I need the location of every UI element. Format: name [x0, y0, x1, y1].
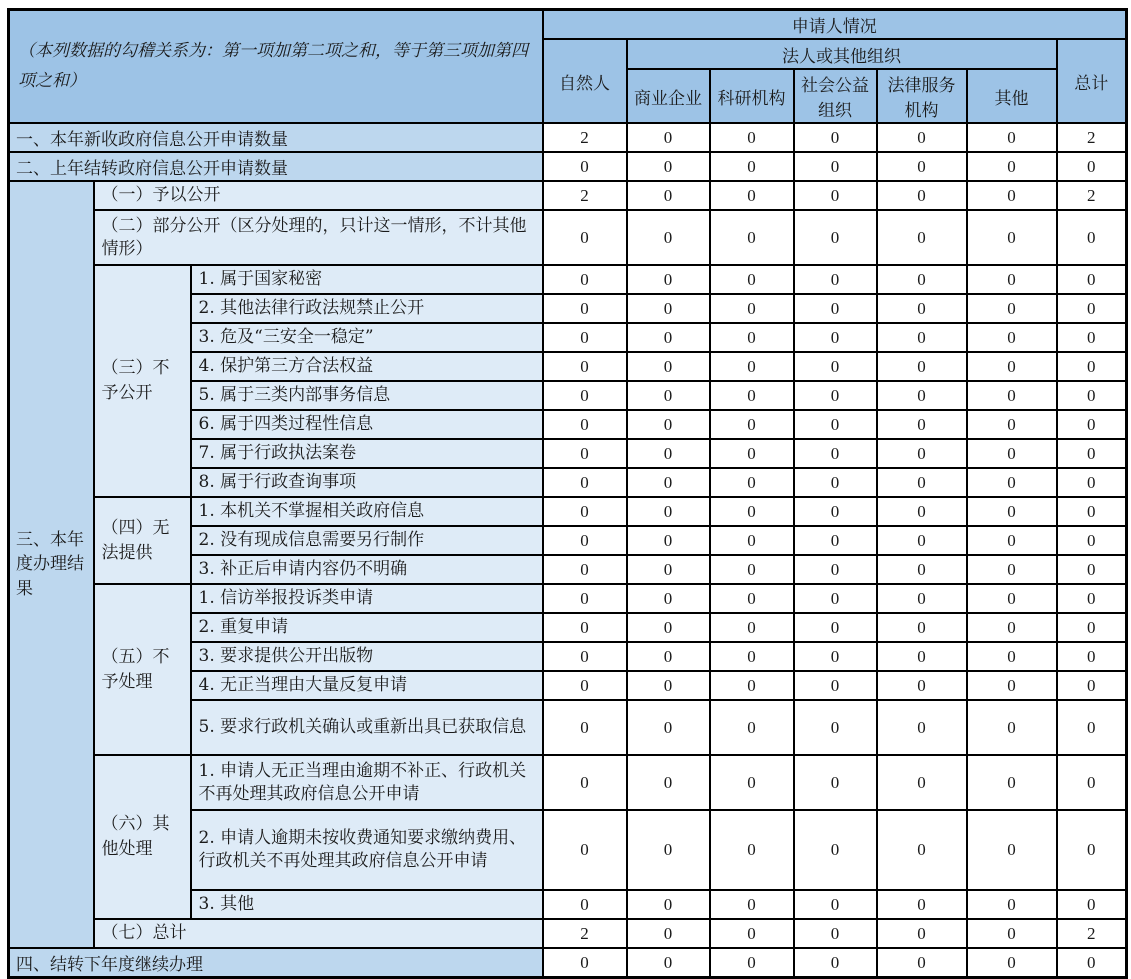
data-cell: 0 — [710, 352, 794, 381]
data-cell: 0 — [627, 294, 710, 323]
data-cell: 0 — [543, 810, 627, 890]
data-cell: 0 — [543, 410, 627, 439]
group-label: （五）不予处理 — [94, 584, 191, 755]
data-cell: 0 — [1057, 890, 1127, 919]
group-label: （四）无法提供 — [94, 497, 191, 584]
data-cell: 0 — [627, 919, 710, 948]
data-cell: 0 — [627, 948, 710, 978]
data-cell: 0 — [710, 439, 794, 468]
data-cell: 0 — [627, 123, 710, 152]
table-row — [9, 755, 1127, 810]
data-cell: 0 — [794, 555, 877, 584]
data-cell: 0 — [877, 439, 967, 468]
data-cell: 0 — [877, 352, 967, 381]
data-cell: 0 — [967, 755, 1057, 810]
data-cell: 0 — [1057, 352, 1127, 381]
table-row — [9, 919, 1127, 948]
data-cell: 2 — [1057, 181, 1127, 210]
data-cell: 0 — [627, 700, 710, 755]
data-cell: 0 — [710, 919, 794, 948]
header-commercial-enterprise: 商业企业 — [627, 69, 710, 123]
row-label: 3. 要求提供公开出版物 — [191, 642, 543, 671]
data-cell: 0 — [967, 123, 1057, 152]
table-row — [9, 948, 1127, 978]
data-cell: 0 — [543, 700, 627, 755]
data-cell: 0 — [967, 468, 1057, 497]
data-cell: 0 — [967, 948, 1057, 978]
data-cell: 2 — [543, 919, 627, 948]
data-cell: 0 — [1057, 613, 1127, 642]
row-label: 1. 本机关不掌握相关政府信息 — [191, 497, 543, 526]
data-cell: 0 — [710, 323, 794, 352]
data-cell: 0 — [710, 890, 794, 919]
data-cell: 0 — [710, 265, 794, 294]
table-row — [9, 181, 1127, 210]
data-cell: 0 — [877, 755, 967, 810]
data-cell: 0 — [543, 584, 627, 613]
data-cell: 0 — [710, 152, 794, 181]
data-cell: 0 — [967, 323, 1057, 352]
data-cell: 0 — [877, 948, 967, 978]
data-cell: 0 — [794, 700, 877, 755]
data-cell: 0 — [877, 555, 967, 584]
row-label: 2. 重复申请 — [191, 613, 543, 642]
row-label: 1. 申请人无正当理由逾期不补正、行政机关不再处理其政府信息公开申请 — [191, 755, 543, 810]
data-cell: 0 — [543, 468, 627, 497]
data-cell: 0 — [794, 919, 877, 948]
data-cell: 0 — [877, 265, 967, 294]
data-cell: 0 — [794, 265, 877, 294]
data-cell: 0 — [543, 613, 627, 642]
data-cell: 0 — [710, 700, 794, 755]
data-cell: 0 — [794, 410, 877, 439]
data-cell: 0 — [794, 755, 877, 810]
data-cell: 0 — [967, 671, 1057, 700]
data-cell: 0 — [543, 526, 627, 555]
data-cell: 0 — [794, 948, 877, 978]
data-cell: 0 — [543, 755, 627, 810]
data-cell: 0 — [794, 584, 877, 613]
data-cell: 0 — [627, 439, 710, 468]
header-legal-org-group: 法人或其他组织 — [627, 39, 1057, 69]
data-cell: 0 — [710, 468, 794, 497]
data-cell: 0 — [967, 294, 1057, 323]
data-cell: 0 — [967, 352, 1057, 381]
data-cell: 0 — [710, 810, 794, 890]
data-cell: 0 — [710, 526, 794, 555]
group-label: （六）其他处理 — [94, 755, 191, 919]
disclosure-stats-table — [7, 8, 1128, 979]
row-label: 5. 属于三类内部事务信息 — [191, 381, 543, 410]
data-cell: 0 — [710, 671, 794, 700]
data-cell: 0 — [1057, 210, 1127, 265]
data-cell: 0 — [794, 810, 877, 890]
table-body — [9, 123, 1127, 978]
data-cell: 0 — [794, 671, 877, 700]
row-label: 7. 属于行政执法案卷 — [191, 439, 543, 468]
table-row — [9, 584, 1127, 613]
data-cell: 0 — [627, 265, 710, 294]
data-cell: 0 — [967, 410, 1057, 439]
data-cell: 0 — [1057, 323, 1127, 352]
data-cell: 0 — [627, 755, 710, 810]
data-cell: 0 — [794, 890, 877, 919]
data-cell: 0 — [967, 497, 1057, 526]
header-applicant-status: 申请人情况 — [543, 10, 1127, 40]
header-public-welfare-org: 社会公益组织 — [794, 69, 877, 123]
header-total: 总计 — [1057, 39, 1127, 123]
data-cell: 0 — [967, 439, 1057, 468]
data-cell: 0 — [627, 497, 710, 526]
row-label: 2. 其他法律行政法规禁止公开 — [191, 294, 543, 323]
row-label: 4. 保护第三方合法权益 — [191, 352, 543, 381]
header-other-org: 其他 — [967, 69, 1057, 123]
data-cell: 0 — [1057, 410, 1127, 439]
data-cell: 0 — [627, 352, 710, 381]
data-cell: 0 — [794, 497, 877, 526]
data-cell: 0 — [967, 181, 1057, 210]
data-cell: 0 — [967, 555, 1057, 584]
data-cell: 0 — [543, 152, 627, 181]
header-research-institution: 科研机构 — [710, 69, 794, 123]
data-cell: 0 — [710, 613, 794, 642]
data-cell: 0 — [1057, 468, 1127, 497]
data-cell: 0 — [794, 381, 877, 410]
data-cell: 0 — [877, 671, 967, 700]
data-cell: 0 — [1057, 671, 1127, 700]
row-label: 4. 无正当理由大量反复申请 — [191, 671, 543, 700]
data-cell: 0 — [877, 700, 967, 755]
data-cell: 0 — [710, 584, 794, 613]
data-cell: 0 — [877, 123, 967, 152]
data-cell: 0 — [710, 497, 794, 526]
row-label: 2. 没有现成信息需要另行制作 — [191, 526, 543, 555]
data-cell: 0 — [967, 381, 1057, 410]
data-cell: 0 — [967, 890, 1057, 919]
data-cell: 0 — [1057, 526, 1127, 555]
data-cell: 0 — [794, 613, 877, 642]
table-row — [9, 152, 1127, 181]
data-cell: 0 — [543, 210, 627, 265]
data-cell: 0 — [710, 181, 794, 210]
row-label: 5. 要求行政机关确认或重新出具已获取信息 — [191, 700, 543, 755]
data-cell: 0 — [543, 265, 627, 294]
data-cell: 0 — [794, 123, 877, 152]
data-cell: 0 — [794, 642, 877, 671]
data-cell: 0 — [877, 890, 967, 919]
data-cell: 0 — [877, 181, 967, 210]
data-cell: 0 — [877, 497, 967, 526]
data-cell: 0 — [627, 526, 710, 555]
data-cell: 0 — [967, 584, 1057, 613]
data-cell: 2 — [543, 123, 627, 152]
data-cell: 0 — [543, 381, 627, 410]
data-cell: 0 — [627, 410, 710, 439]
data-cell: 0 — [794, 294, 877, 323]
data-cell: 0 — [794, 439, 877, 468]
row-label: （七）总计 — [94, 919, 543, 948]
data-cell: 0 — [710, 948, 794, 978]
data-cell: 0 — [967, 700, 1057, 755]
data-cell: 0 — [1057, 642, 1127, 671]
data-cell: 0 — [967, 642, 1057, 671]
row-label: 3. 补正后申请内容仍不明确 — [191, 555, 543, 584]
data-cell: 0 — [877, 468, 967, 497]
data-cell: 0 — [967, 210, 1057, 265]
data-cell: 0 — [794, 152, 877, 181]
data-cell: 0 — [627, 613, 710, 642]
data-cell: 0 — [794, 468, 877, 497]
group-label: （三）不予公开 — [94, 265, 191, 497]
data-cell: 0 — [627, 890, 710, 919]
data-cell: 0 — [543, 497, 627, 526]
data-cell: 0 — [877, 584, 967, 613]
data-cell: 0 — [1057, 294, 1127, 323]
data-cell: 2 — [1057, 919, 1127, 948]
row-label: 二、上年结转政府信息公开申请数量 — [9, 152, 543, 181]
row-label: 四、结转下年度继续办理 — [9, 948, 543, 978]
data-cell: 0 — [877, 323, 967, 352]
data-cell: 0 — [794, 323, 877, 352]
data-cell: 0 — [967, 526, 1057, 555]
row-label: 1. 属于国家秘密 — [191, 265, 543, 294]
row-label: 2. 申请人逾期未按收费通知要求缴纳费用、行政机关不再处理其政府信息公开申请 — [191, 810, 543, 890]
data-cell: 0 — [877, 210, 967, 265]
data-cell: 0 — [543, 352, 627, 381]
section-label: 三、本年度办理结果 — [9, 181, 94, 948]
data-cell: 0 — [710, 410, 794, 439]
data-cell: 0 — [967, 152, 1057, 181]
data-cell: 2 — [543, 181, 627, 210]
table-row — [9, 265, 1127, 294]
data-cell: 0 — [1057, 948, 1127, 978]
data-cell: 0 — [543, 671, 627, 700]
row-label: 3. 危及“三安全一稳定” — [191, 323, 543, 352]
data-cell: 0 — [1057, 555, 1127, 584]
data-cell: 0 — [627, 323, 710, 352]
data-cell: 0 — [627, 181, 710, 210]
data-cell: 0 — [543, 323, 627, 352]
data-cell: 0 — [710, 381, 794, 410]
data-cell: 0 — [794, 526, 877, 555]
data-cell: 0 — [1057, 152, 1127, 181]
data-cell: 0 — [543, 555, 627, 584]
data-cell: 0 — [710, 210, 794, 265]
data-cell: 0 — [627, 671, 710, 700]
row-label: （二）部分公开（区分处理的，只计这一情形，不计其他情形） — [94, 210, 543, 265]
data-cell: 0 — [877, 152, 967, 181]
data-cell: 0 — [1057, 755, 1127, 810]
row-label: 1. 信访举报投诉类申请 — [191, 584, 543, 613]
data-cell: 0 — [1057, 381, 1127, 410]
data-cell: 0 — [967, 265, 1057, 294]
data-cell: 0 — [543, 642, 627, 671]
data-cell: 0 — [877, 919, 967, 948]
data-cell: 0 — [877, 810, 967, 890]
data-cell: 0 — [543, 294, 627, 323]
note-cell: （本列数据的勾稽关系为：第一项加第二项之和，等于第三项加第四项之和） — [9, 10, 543, 124]
data-cell: 0 — [543, 439, 627, 468]
table-row — [9, 497, 1127, 526]
data-cell: 0 — [1057, 700, 1127, 755]
data-cell: 0 — [877, 642, 967, 671]
table-row — [9, 210, 1127, 265]
data-cell: 0 — [794, 210, 877, 265]
data-cell: 0 — [794, 181, 877, 210]
data-cell: 0 — [1057, 584, 1127, 613]
data-cell: 0 — [627, 210, 710, 265]
data-cell: 0 — [627, 584, 710, 613]
data-cell: 0 — [627, 555, 710, 584]
data-cell: 0 — [877, 410, 967, 439]
row-label: 3. 其他 — [191, 890, 543, 919]
data-cell: 0 — [877, 526, 967, 555]
row-label: 一、本年新收政府信息公开申请数量 — [9, 123, 543, 152]
header-legal-service-org: 法律服务机构 — [877, 69, 967, 123]
row-label: （一）予以公开 — [94, 181, 543, 210]
data-cell: 0 — [543, 890, 627, 919]
data-cell: 0 — [627, 468, 710, 497]
data-cell: 0 — [877, 294, 967, 323]
data-cell: 0 — [627, 642, 710, 671]
data-cell: 0 — [627, 810, 710, 890]
row-label: 6. 属于四类过程性信息 — [191, 410, 543, 439]
data-cell: 0 — [1057, 810, 1127, 890]
data-cell: 0 — [1057, 497, 1127, 526]
data-cell: 0 — [710, 294, 794, 323]
table-row — [9, 123, 1127, 152]
data-cell: 0 — [710, 755, 794, 810]
data-cell: 0 — [877, 381, 967, 410]
data-cell: 0 — [627, 152, 710, 181]
data-cell: 0 — [967, 810, 1057, 890]
data-cell: 0 — [967, 919, 1057, 948]
data-cell: 2 — [1057, 123, 1127, 152]
data-cell: 0 — [543, 948, 627, 978]
data-cell: 0 — [877, 613, 967, 642]
header-natural-person: 自然人 — [543, 39, 627, 123]
data-cell: 0 — [710, 123, 794, 152]
row-label: 8. 属于行政查询事项 — [191, 468, 543, 497]
data-cell: 0 — [794, 352, 877, 381]
data-cell: 0 — [710, 642, 794, 671]
data-cell: 0 — [710, 555, 794, 584]
data-cell: 0 — [1057, 265, 1127, 294]
data-cell: 0 — [967, 613, 1057, 642]
data-cell: 0 — [1057, 439, 1127, 468]
data-cell: 0 — [627, 381, 710, 410]
